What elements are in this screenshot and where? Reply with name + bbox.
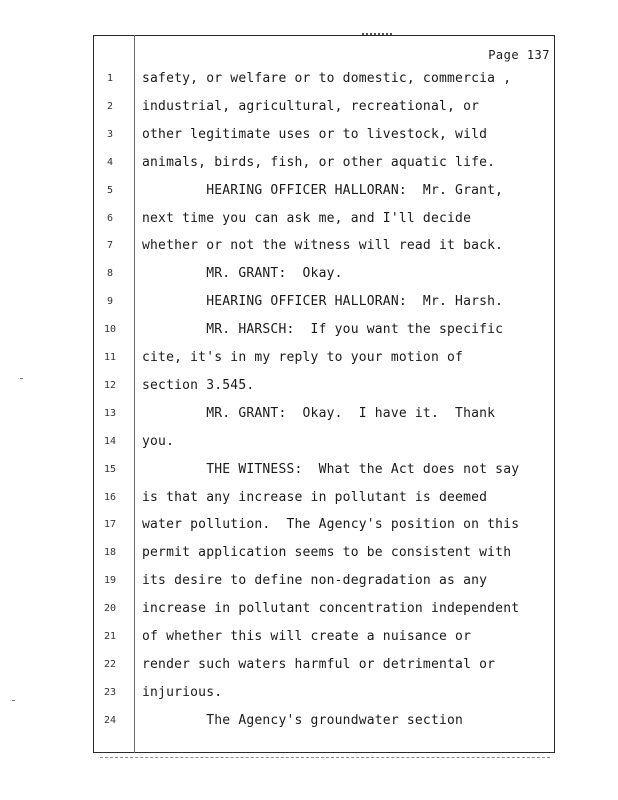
- transcript-line: [96, 627, 552, 647]
- top-scan-mark: [362, 33, 392, 35]
- line-number: 14: [103, 435, 117, 447]
- transcript-line: [96, 515, 552, 535]
- line-text: MR. HARSCH: If you want the specific: [142, 322, 504, 338]
- line-text: animals, birds, fish, or other aquatic life.: [142, 154, 496, 170]
- line-number: 1: [106, 73, 114, 84]
- line-number: 23: [103, 686, 117, 698]
- transcript-line: [96, 683, 552, 703]
- transcript-line: [96, 320, 552, 340]
- transcript-line: [96, 376, 552, 396]
- line-text: HEARING OFFICER HALLORAN: Mr. Grant,: [142, 182, 504, 198]
- transcript-line: [96, 153, 552, 173]
- line-number: 8: [106, 268, 114, 280]
- line-number: 24: [103, 714, 117, 726]
- transcript-line: [96, 655, 552, 675]
- line-text: increase in pollutant concentration independent: [142, 601, 520, 617]
- transcript-line: [96, 460, 552, 480]
- transcript-line: [96, 599, 552, 619]
- line-number: 21: [103, 631, 117, 642]
- line-text: The Agency's groundwater section: [142, 712, 464, 728]
- transcript-line: [96, 264, 552, 284]
- line-text: HEARING OFFICER HALLORAN: Mr. Harsh.: [142, 294, 504, 310]
- line-number: 6: [106, 212, 114, 224]
- line-number: 3: [106, 128, 114, 140]
- transcript-line: [96, 543, 552, 563]
- line-number: 15: [103, 463, 117, 475]
- page-number: Page 137: [488, 48, 550, 62]
- line-text: whether or not the witness will read it back.: [142, 238, 504, 254]
- line-text: cite, it's in my reply to your motion of: [142, 350, 464, 365]
- transcript-line: [96, 209, 552, 229]
- line-text: render such waters harmful or detrimental or: [142, 656, 496, 672]
- line-number: 22: [103, 658, 117, 670]
- line-text: injurious.: [142, 684, 223, 700]
- line-number: 10: [103, 324, 117, 336]
- line-number: 16: [103, 491, 117, 503]
- line-text: section 3.545.: [142, 377, 255, 393]
- line-text: water pollution. The Agency's position on this: [142, 517, 520, 533]
- line-number: 4: [106, 156, 114, 168]
- line-number: 18: [103, 547, 117, 559]
- transcript-line: [96, 236, 552, 256]
- transcript-line: [96, 181, 552, 201]
- line-text: you.: [142, 433, 175, 449]
- transcript-line: [96, 488, 552, 508]
- scan-speck: [12, 700, 15, 701]
- line-text: its desire to define non-degradation as any: [142, 573, 488, 589]
- line-text: MR. GRANT: Okay. I have it. Thank: [142, 405, 496, 421]
- line-text: industrial, agricultural, recreational, or: [142, 98, 480, 114]
- transcript-line: [96, 711, 552, 731]
- line-text: safety, or welfare or to domestic, commercia ,: [142, 71, 512, 86]
- line-number: 7: [106, 240, 114, 252]
- scan-speck: [20, 378, 23, 379]
- line-text: permit application seems to be consistent with: [142, 545, 512, 561]
- transcript-line: [96, 404, 552, 424]
- line-number: 11: [103, 352, 117, 363]
- line-text: MR. GRANT: Okay.: [142, 266, 343, 282]
- line-number: 12: [103, 379, 117, 391]
- line-text: of whether this will create a nuisance or: [142, 629, 472, 644]
- line-number: 13: [103, 407, 117, 419]
- line-text: next time you can ask me, and I'll decide: [142, 210, 472, 226]
- line-number: 17: [103, 519, 117, 531]
- transcript-line: [96, 125, 552, 145]
- footer-rule: [100, 757, 550, 758]
- transcript-line: [96, 292, 552, 312]
- transcript-line: [96, 348, 552, 368]
- transcript-line: [96, 69, 552, 89]
- transcript-line: [96, 97, 552, 117]
- line-number: 9: [106, 296, 114, 308]
- line-text: is that any increase in pollutant is deemed: [142, 489, 488, 505]
- transcript-line: [96, 432, 552, 452]
- line-text: other legitimate uses or to livestock, wild: [142, 126, 488, 142]
- line-number: 5: [106, 184, 114, 196]
- line-number: 19: [103, 575, 117, 587]
- line-number: 20: [103, 603, 117, 615]
- line-number: 2: [106, 100, 114, 112]
- transcript-line: [96, 571, 552, 591]
- line-text: THE WITNESS: What the Act does not say: [142, 461, 520, 477]
